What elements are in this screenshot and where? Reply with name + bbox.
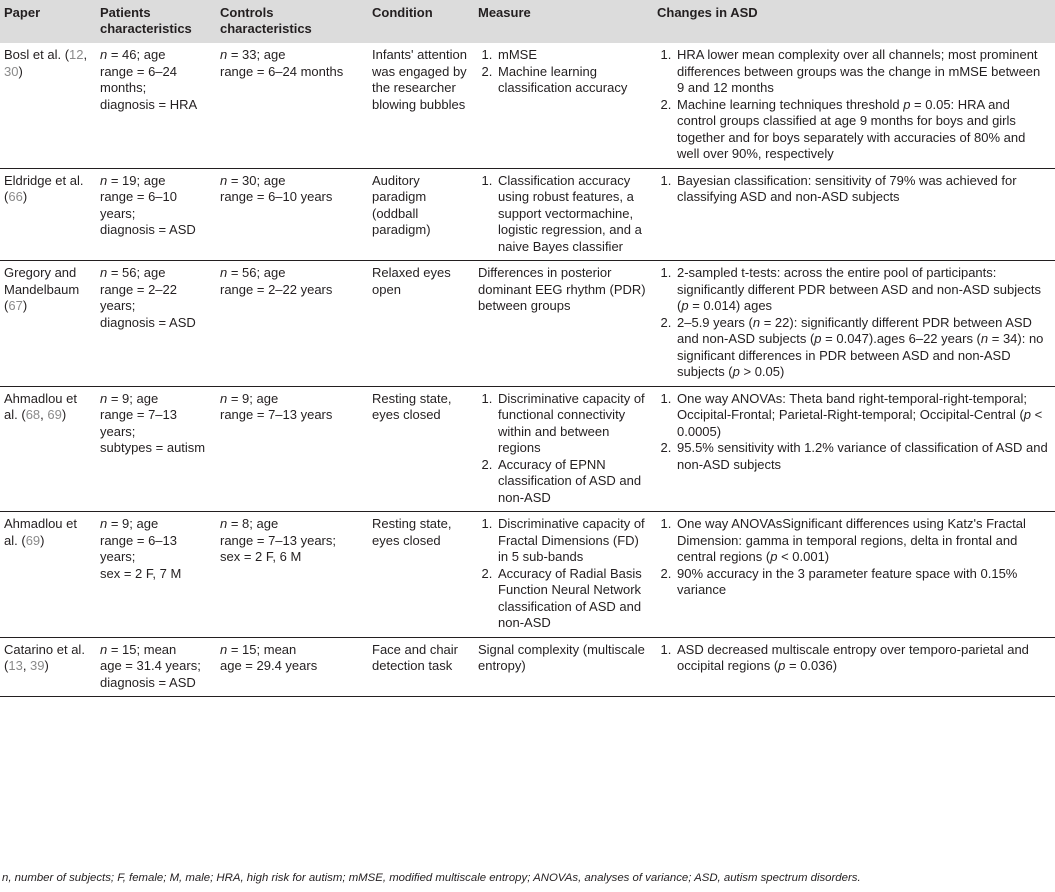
cell-changes (653, 386, 1055, 512)
cell-line: range = 2–22 years (220, 281, 333, 297)
cell-line: diagnosis = HRA (100, 96, 198, 112)
cell-controls (216, 168, 368, 261)
cell-line: n = 46; age (100, 47, 166, 62)
cell-condition: Auditory paradigm (oddball paradigm) (368, 168, 474, 261)
cell-line: diagnosis = ASD (100, 222, 196, 237)
cell-paper: Ahmadlou et al. (69) (0, 512, 96, 638)
list-item: 1. ASD decreased multiscale entropy over temporo-parietal and occipital regions (p = 0.036) (675, 642, 1051, 675)
cell-paper: Gregory and Mandelbaum (67) (0, 261, 96, 387)
cell-controls (216, 261, 368, 387)
cell-line: diagnosis = ASD (100, 314, 196, 330)
reference-link[interactable]: 68 (25, 407, 41, 422)
list-item: 1. HRA lower mean complexity over all channels; most prominent differences between groups was the change in mMSE between 9 and 12 months (675, 47, 1051, 97)
cell-line: n = 30; age (220, 172, 286, 188)
cell-patients (96, 386, 216, 512)
cell-line: n = 15; mean (100, 641, 177, 657)
cell-measure: Differences in posterior dominant EEG rhythm (PDR) between groups (474, 261, 653, 387)
cell-line: age = 31.4 years; (100, 658, 201, 673)
header-changes: Changes in ASD (657, 5, 758, 20)
cell-condition: Resting state, eyes closed (368, 512, 474, 638)
cell-patients (96, 637, 216, 697)
list-item: 2. 2–5.9 years (n = 22): significantly different PDR between ASD and non-ASD subjects (p = 0.047).ages 6–22 years (n = 34): no significant differences in PDR between ASD and non-ASD subjects (p > 0.05) (675, 315, 1051, 381)
paper-name: Gregory and Mandelbaum (4, 265, 80, 297)
header-patients: Patients characteristics (100, 5, 192, 36)
cell-measure (474, 386, 653, 512)
list-item: 2. Accuracy of EPNN classification of ASD and non-ASD (496, 457, 649, 507)
cell-condition: Face and chair detection task (368, 637, 474, 697)
paper-name: Bosl et al. (4, 47, 62, 62)
cell-controls (216, 43, 368, 168)
cell-patients (96, 43, 216, 168)
reference-link[interactable]: 13 (8, 658, 23, 673)
cell-patients (96, 512, 216, 638)
paper-name: Catarino et al. (4, 641, 85, 657)
table-row (0, 43, 1055, 168)
list-item: 2. Accuracy of Radial Basis Function Neural Network classification of ASD and non-ASD (496, 566, 649, 632)
list-item: 2. 95.5% sensitivity with 1.2% variance of classification of ASD and non-ASD subjects (675, 440, 1051, 473)
cell-paper: Ahmadlou et al. (68, 69) (0, 386, 96, 512)
cell-measure (474, 43, 653, 168)
cell-line: n = 9; age (220, 390, 279, 406)
table-row (0, 512, 1055, 638)
cell-controls (216, 386, 368, 512)
cell-measure: Signal complexity (multiscale entropy) (474, 637, 653, 697)
cell-paper: Bosl et al. (12, 30) (0, 43, 96, 168)
reference-link[interactable]: 69 (47, 407, 62, 422)
cell-line: range = 2–22 years; (100, 281, 177, 313)
cell-line: n = 33; age (220, 47, 286, 62)
cell-line: range = 7–13 years; (220, 532, 336, 548)
cell-controls (216, 512, 368, 638)
table-header-row (0, 0, 1055, 43)
list-item: 1. One way ANOVAs: Theta band right-temporal-right-temporal; Occipital-Frontal; Parietal-Right-temporal; Occipital-Central (p < 0.0005) (675, 391, 1051, 441)
paper-name: Ahmadlou et al. (4, 390, 77, 422)
cell-line: n = 56; age (100, 265, 166, 280)
header-measure: Measure (478, 5, 531, 20)
cell-patients (96, 261, 216, 387)
paper-name: Ahmadlou et al. (4, 516, 77, 548)
cell-line: range = 7–13 years (220, 407, 333, 422)
cell-controls (216, 637, 368, 697)
list-item: 1. Classification accuracy using robust features, a support vectormachine, logistic regression, and a naive Bayes classifier (496, 173, 649, 256)
cell-line: n = 9; age (100, 516, 159, 531)
list-item: 1. 2-sampled t-tests: across the entire pool of participants: significantly different PDR between ASD and non-ASD subjects (p = 0.014) ages (675, 265, 1051, 315)
reference-link[interactable]: 30 (4, 63, 19, 79)
cell-measure (474, 512, 653, 638)
reference-link[interactable]: 67 (8, 298, 23, 313)
cell-line: sex = 2 F, 6 M (220, 549, 302, 564)
cell-line: n = 15; mean (220, 641, 297, 657)
cell-line: sex = 2 F, 7 M (100, 565, 182, 581)
cell-condition: Infants' attention was engaged by the researcher blowing bubbles (368, 43, 474, 168)
list-item: 1. Discriminative capacity of Fractal Dimensions (FD) in 5 sub-bands (496, 516, 649, 566)
cell-line: range = 6–24 months (220, 63, 344, 79)
list-item: 1. mMSE (496, 47, 649, 64)
cell-line: subtypes = autism (100, 440, 206, 455)
table-row (0, 168, 1055, 261)
cell-line: n = 19; age (100, 172, 166, 188)
cell-patients (96, 168, 216, 261)
cell-changes (653, 168, 1055, 261)
cell-line: diagnosis = ASD (100, 674, 196, 690)
table-row (0, 386, 1055, 512)
list-item: 2. Machine learning techniques threshold p = 0.05: HRA and control groups classified at age 9 months for boys and girls together and for boys separately with accuracies of 80% and well over 90%, respectively (675, 97, 1051, 163)
header-paper: Paper (4, 5, 41, 20)
cell-measure (474, 168, 653, 261)
cell-line: n = 8; age (220, 516, 279, 531)
cell-line: range = 6–10 years; (100, 189, 177, 221)
cell-condition: Relaxed eyes open (368, 261, 474, 387)
cell-line: range = 6–13 years; (100, 532, 177, 564)
cell-line: range = 6–10 years (220, 189, 333, 204)
table-row (0, 637, 1055, 697)
header-controls: Controls characteristics (220, 5, 312, 36)
table-footnote: n, number of subjects; F, female; M, male; HRA, high risk for autism; mMSE, modified multiscale entropy; ANOVAs, analyses of variance; ASD, autism spectrum disorders. (2, 872, 861, 884)
cell-changes (653, 512, 1055, 638)
cell-line: age = 29.4 years (220, 658, 318, 673)
cell-changes (653, 261, 1055, 387)
cell-paper: Eldridge et al. (66) (0, 168, 96, 261)
list-item: 1. One way ANOVAsSignificant differences using Katz's Fractal Dimension: gamma in temporal regions, delta in frontal and central regions (p < 0.001) (675, 516, 1051, 566)
paper-name: Eldridge et al. (4, 172, 84, 188)
cell-paper: Catarino et al. (13, 39) (0, 637, 96, 697)
header-condition: Condition (372, 5, 433, 20)
cell-changes (653, 43, 1055, 168)
list-item: 2. Machine learning classification accuracy (496, 64, 649, 97)
list-item: 1. Discriminative capacity of functional connectivity within and between regions (496, 391, 649, 457)
reference-link[interactable]: 39 (30, 658, 45, 673)
list-item: 2. 90% accuracy in the 3 parameter feature space with 0.15% variance (675, 566, 1051, 599)
cell-changes (653, 637, 1055, 697)
cell-line: range = 7–13 years; (100, 407, 177, 439)
reference-link[interactable]: 12 (69, 47, 84, 62)
cell-line: n = 9; age (100, 390, 159, 406)
reference-link[interactable]: 69 (25, 532, 41, 548)
list-item: 1. Bayesian classification: sensitivity of 79% was achieved for classifying ASD and non-ASD subjects (675, 173, 1051, 206)
reference-link[interactable]: 66 (8, 189, 23, 204)
table-row (0, 261, 1055, 387)
cell-condition: Resting state, eyes closed (368, 386, 474, 512)
cell-line: range = 6–24 months; (100, 63, 177, 95)
cell-line: n = 56; age (220, 265, 286, 280)
